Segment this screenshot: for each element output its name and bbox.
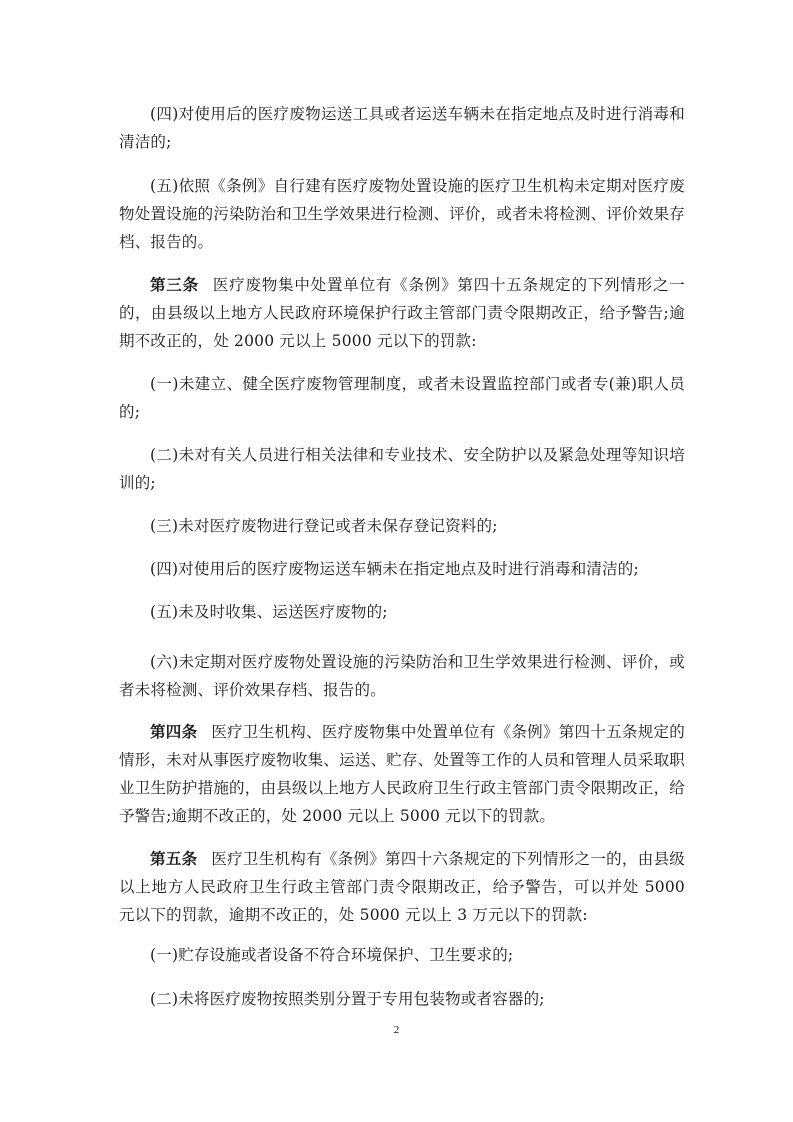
paragraph-text: (五)未及时收集、运送医疗废物的; — [150, 603, 388, 621]
article-3-item-2 — [119, 441, 685, 497]
paragraph-text: (一)贮存设施或者设备不符合环境保护、卫生要求的; — [150, 946, 514, 964]
article-5-item-2 — [119, 985, 685, 1013]
article-heading: 第四条 — [150, 722, 198, 741]
article-3-item-3 — [119, 512, 685, 540]
article-heading: 第五条 — [150, 849, 198, 868]
article-3-item-6 — [119, 648, 685, 704]
paragraph-item-4-disinfection — [119, 100, 685, 156]
paragraph-text: (一)未建立、健全医疗废物管理制度，或者未设置监控部门或者专(兼)职人员的; — [119, 375, 685, 421]
article-3-item-4 — [119, 555, 685, 583]
paragraph-text: (五)依照《条例》自行建有医疗废物处置设施的医疗卫生机构未定期对医疗废物处置设施的污染防治和卫生学效果进行检测、评价，或者未将检测、评价效果存档、报告的。 — [119, 177, 685, 251]
article-heading: 第三条 — [150, 275, 199, 294]
paragraph-text: (六)未定期对医疗废物处置设施的污染防治和卫生学效果进行检测、评价，或者未将检测、评价效果存档、报告的。 — [119, 653, 685, 699]
article-4 — [119, 718, 685, 830]
paragraph-text: 医疗卫生机构、医疗废物集中处置单位有《条例》第四十五条规定的情形，未对从事医疗废物收集、运送、贮存、处置等工作的人员和管理人员采取职业卫生防护措施的，由县级以上地方人民政府卫生行政主管部门责令限期改正，给予警告;逾期不改正的，处 2000 元以上 5000 元以下的罚款。 — [119, 723, 685, 825]
page-number: 2 — [393, 1024, 400, 1036]
article-3-item-1 — [119, 370, 685, 426]
paragraph-item-5-self-disposal — [119, 172, 685, 256]
paragraph-text: (二)未将医疗废物按照类别分置于专用包装物或者容器的; — [150, 990, 545, 1008]
article-3-item-5 — [119, 598, 685, 626]
article-3 — [119, 271, 685, 355]
article-5 — [119, 845, 685, 929]
paragraph-text: 医疗废物集中处置单位有《条例》第四十五条规定的下列情形之一的，由县级以上地方人民政府环境保护行政主管部门责令限期改正，给予警告;逾期不改正的，处 2000 元以上 5000 元以下的罚款: — [119, 276, 685, 350]
paragraph-text: (四)对使用后的医疗废物运送车辆未在指定地点及时进行消毒和清洁的; — [150, 560, 639, 578]
paragraph-text: (二)未对有关人员进行相关法律和专业技术、安全防护以及紧急处理等知识培训的; — [119, 446, 685, 492]
paragraph-text: 医疗卫生机构有《条例》第四十六条规定的下列情形之一的，由县级以上地方人民政府卫生行政主管部门责令限期改正，给予警告，可以并处 5000 元以下的罚款，逾期不改正的，处 5000 元以上 3 万元以下的罚款: — [119, 850, 685, 924]
paragraph-text: (四)对使用后的医疗废物运送工具或者运送车辆未在指定地点及时进行消毒和清洁的; — [119, 105, 685, 151]
paragraph-text: (三)未对医疗废物进行登记或者未保存登记资料的; — [150, 517, 498, 535]
article-5-item-1 — [119, 941, 685, 969]
